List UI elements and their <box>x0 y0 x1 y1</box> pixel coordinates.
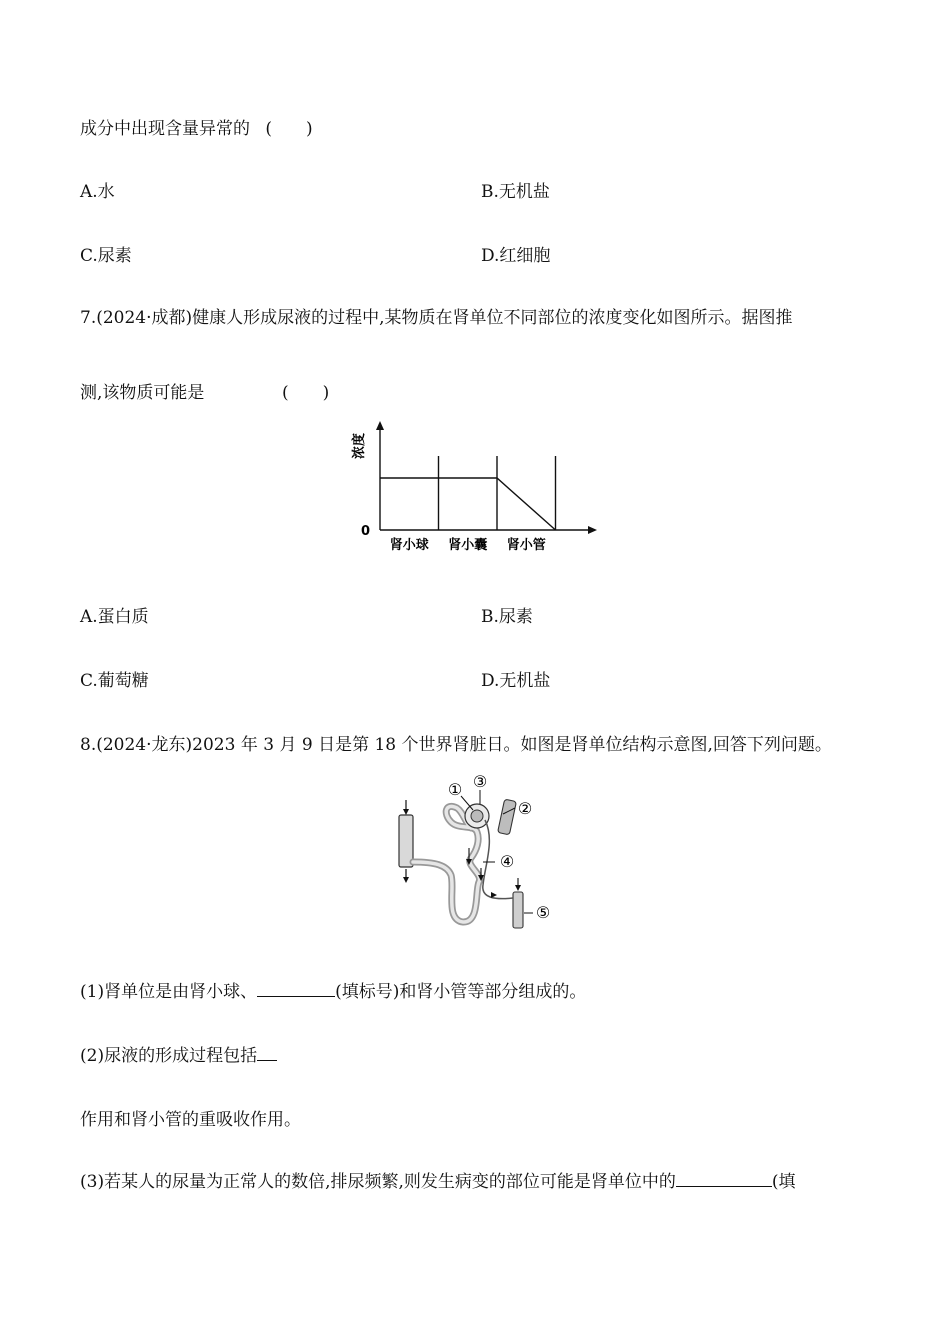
q8-part2 <box>80 1041 277 1066</box>
q6-option-a: A.水 <box>80 182 115 202</box>
x-axis-arrow-icon <box>588 526 597 534</box>
label-1: ① <box>447 780 463 799</box>
origin-label: 0 <box>360 524 370 539</box>
q8-part2-blank[interactable] <box>257 1044 277 1061</box>
glomerulus <box>471 810 483 822</box>
region-dividers <box>439 456 556 530</box>
blood-vessel-5 <box>513 892 523 928</box>
q8-part3 <box>80 1167 796 1192</box>
arrow-down-icon <box>515 885 521 891</box>
arrow-down-icon <box>403 877 409 883</box>
series-line <box>380 478 556 530</box>
q7-stem-line1: 7.(2024·成都)健康人形成尿液的过程中,某物质在肾单位不同部位的浓度变化如图所示。据图推 <box>80 308 793 328</box>
q7-option-d: D.无机盐 <box>481 671 551 691</box>
q8-part1-text-b: (填标号)和肾小管等部分组成的。 <box>335 982 587 1002</box>
arrow-right-icon <box>491 892 497 898</box>
q8-part1 <box>80 977 586 1002</box>
q8-part1-text-a: (1)肾单位是由肾小球、 <box>80 982 258 1002</box>
q8-part3-text-a: (3)若某人的尿量为正常人的数倍,排尿频繁,则发生病变的部位可能是肾单位中的 <box>80 1172 676 1192</box>
q8-part3-blank[interactable] <box>676 1170 772 1187</box>
q7-stem-line2 <box>80 378 330 403</box>
label-4: ④ <box>499 852 515 871</box>
label-2: ② <box>517 799 533 818</box>
q7-answer-paren: ( ) <box>282 383 330 403</box>
q6-stem <box>80 114 313 139</box>
q8-part2-cont: 作用和肾小管的重吸收作用。 <box>80 1110 301 1130</box>
q8-part2-text-a: (2)尿液的形成过程包括 <box>80 1046 258 1066</box>
x-tick-labels <box>390 537 546 553</box>
label-3: ③ <box>472 772 488 791</box>
y-axis-label: 浓度 <box>352 432 367 460</box>
concentration-chart <box>345 418 610 563</box>
q7-option-a: A.蛋白质 <box>80 607 149 627</box>
q6-option-b: B.无机盐 <box>481 182 550 202</box>
q7-stem-line2-text: 测,该物质可能是 <box>80 383 205 403</box>
q6-stem-text: 成分中出现含量异常的 <box>80 119 250 139</box>
x-tick-label: 肾小囊 <box>448 538 488 553</box>
y-axis-arrow-icon <box>376 421 384 430</box>
q6-option-d: D.红细胞 <box>481 246 551 266</box>
q7-option-c: C.葡萄糖 <box>80 671 149 691</box>
arrow-down-icon <box>403 809 409 815</box>
x-tick-label: 肾小球 <box>389 538 429 553</box>
q6-option-c: C.尿素 <box>80 246 132 266</box>
q8-part1-blank[interactable] <box>257 980 335 997</box>
nephron-diagram <box>385 770 565 935</box>
q8-intro: 8.(2024·龙东)2023 年 3 月 9 日是第 18 个世界肾脏日。如图是肾单位结构示意图,回答下列问题。 <box>80 735 832 755</box>
q6-answer-paren: ( ) <box>265 119 313 139</box>
blood-vessel-2 <box>498 799 517 835</box>
q8-part3-text-b: (填 <box>771 1172 796 1192</box>
label-5: ⑤ <box>535 903 551 922</box>
x-tick-label: 肾小管 <box>506 538 546 553</box>
q7-option-b: B.尿素 <box>481 607 533 627</box>
